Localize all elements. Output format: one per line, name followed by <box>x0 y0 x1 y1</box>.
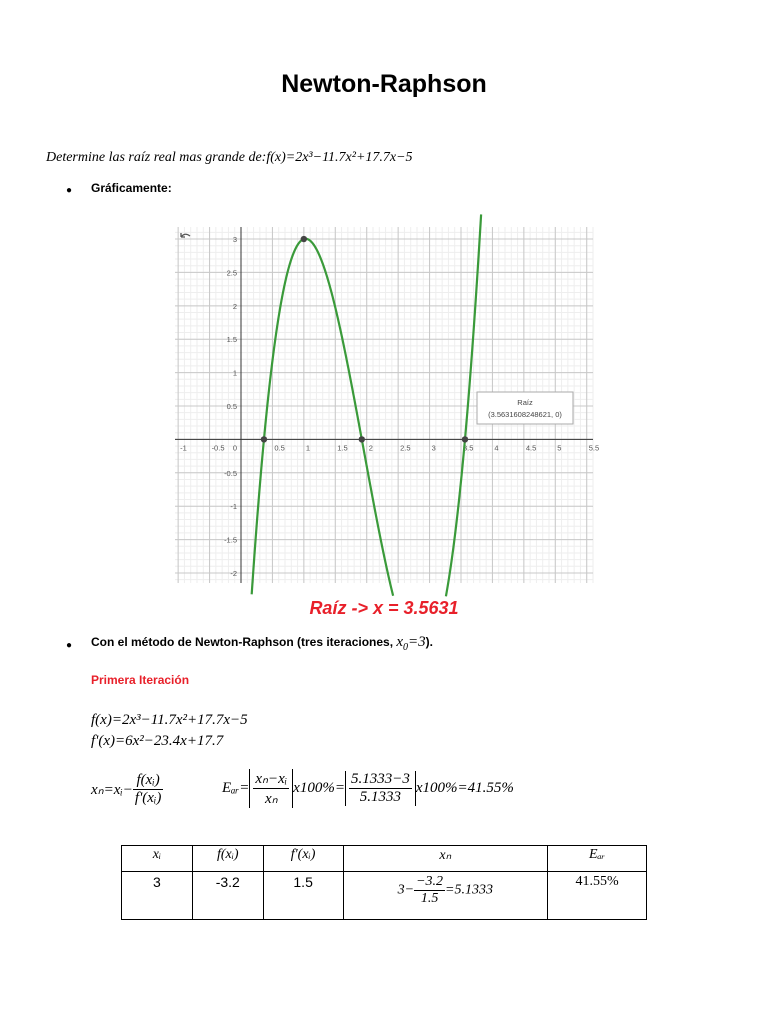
results-table <box>121 845 647 920</box>
newton-formula: xₙ=xᵢ− $\frac{\text{f(xᵢ)}}{\text{f'(xᵢ)}}$ <box>91 772 162 806</box>
y-tick-label: 2.5 <box>226 268 237 278</box>
y-tick-label: -1 <box>230 502 237 512</box>
x-tick-label: 2 <box>368 443 373 453</box>
header-f: f(xᵢ) <box>192 846 263 872</box>
header-xn: xₙ <box>343 846 548 872</box>
x-tick-label: 1 <box>305 443 311 453</box>
cell-xi: 3 <box>122 872 193 920</box>
cell-ear: 41.55% <box>548 872 647 920</box>
tooltip-value: (3.5631608248621, 0) <box>488 410 562 419</box>
problem-lead: Determine las raíz real mas grande de: <box>46 150 267 165</box>
graphical-heading: Gráficamente: <box>91 181 172 195</box>
header-xi: xᵢ <box>122 846 193 872</box>
method-text-after: ). <box>425 635 434 649</box>
marked-point <box>261 436 267 442</box>
function-equation: f(x)=2x³−11.7x²+17.7x−5 <box>91 712 248 728</box>
problem-function: f(x)=2x³−11.7x²+17.7x−5 <box>266 150 413 165</box>
y-tick-label: 3 <box>232 235 237 245</box>
y-tick-label: 1.5 <box>226 335 237 345</box>
y-tick-label: 1 <box>232 368 237 378</box>
page-title: Newton-Raphson <box>281 70 487 98</box>
bullet-icon: ● <box>66 185 73 196</box>
bullet-icon: ● <box>66 640 73 651</box>
root-tooltip-box <box>477 392 573 424</box>
derivative-equation: f'(x)=6x²−23.4x+17.7 <box>91 733 224 749</box>
cell-f: -3.2 <box>192 872 263 920</box>
x-tick-label: 0.5 <box>274 443 285 453</box>
table-row <box>122 872 647 920</box>
x-tick-label: 5 <box>557 443 562 453</box>
marked-point <box>301 236 307 242</box>
tooltip-title: Raíz <box>517 398 533 407</box>
y-tick-label: 2 <box>232 301 237 311</box>
root-result: Raíz -> x = 3.5631 <box>309 598 459 618</box>
y-tick-label: -2 <box>230 568 237 578</box>
x-tick-label: 2.5 <box>400 443 411 453</box>
x-tick-label: -1 <box>180 443 187 453</box>
x-tick-label: 4.5 <box>525 443 537 453</box>
function-graph[interactable] <box>175 227 600 583</box>
x-tick-label: 3.5 <box>463 443 474 453</box>
cell-fprime: 1.5 <box>263 872 343 920</box>
problem-statement <box>46 148 413 166</box>
undo-arrow-icon <box>181 233 190 237</box>
marked-point <box>359 436 365 442</box>
x-tick-label: 4 <box>494 443 499 453</box>
relative-error-formula: Eₐᵣ= $\frac{\text{xₙ−xᵢ}}{\text{xₙ}}$ x100%= $\frac{5.1333-3}{5.1333}$ x100%=41.55% <box>222 771 514 807</box>
newton-method-heading <box>91 634 433 653</box>
y-tick-label: -0.5 <box>224 468 237 478</box>
x-tick-label: 1.5 <box>337 443 348 453</box>
header-fprime: f'(xᵢ) <box>263 846 343 872</box>
x0-math: $x_0=3$ <box>396 634 426 653</box>
marked-point <box>462 436 468 442</box>
table-header-row <box>122 846 647 872</box>
cell-xn: 3− $\frac{-3.2}{1.5}$ =5.1333 <box>343 872 548 920</box>
iteration-title: Primera Iteración <box>91 673 190 687</box>
y-tick-label: -1.5 <box>224 535 237 545</box>
x-tick-label: -0.5 <box>211 443 225 453</box>
x-tick-label: 5.5 <box>588 443 600 453</box>
method-text-before: Con el método de Newton-Raphson (tres iteraciones, <box>91 635 397 649</box>
header-ear: Eₐᵣ <box>548 846 647 872</box>
y-tick-label: 0.5 <box>226 402 237 412</box>
x-tick-label: 3 <box>431 443 436 453</box>
y-tick-label: 0 <box>232 443 237 453</box>
graph-svg <box>175 227 600 583</box>
